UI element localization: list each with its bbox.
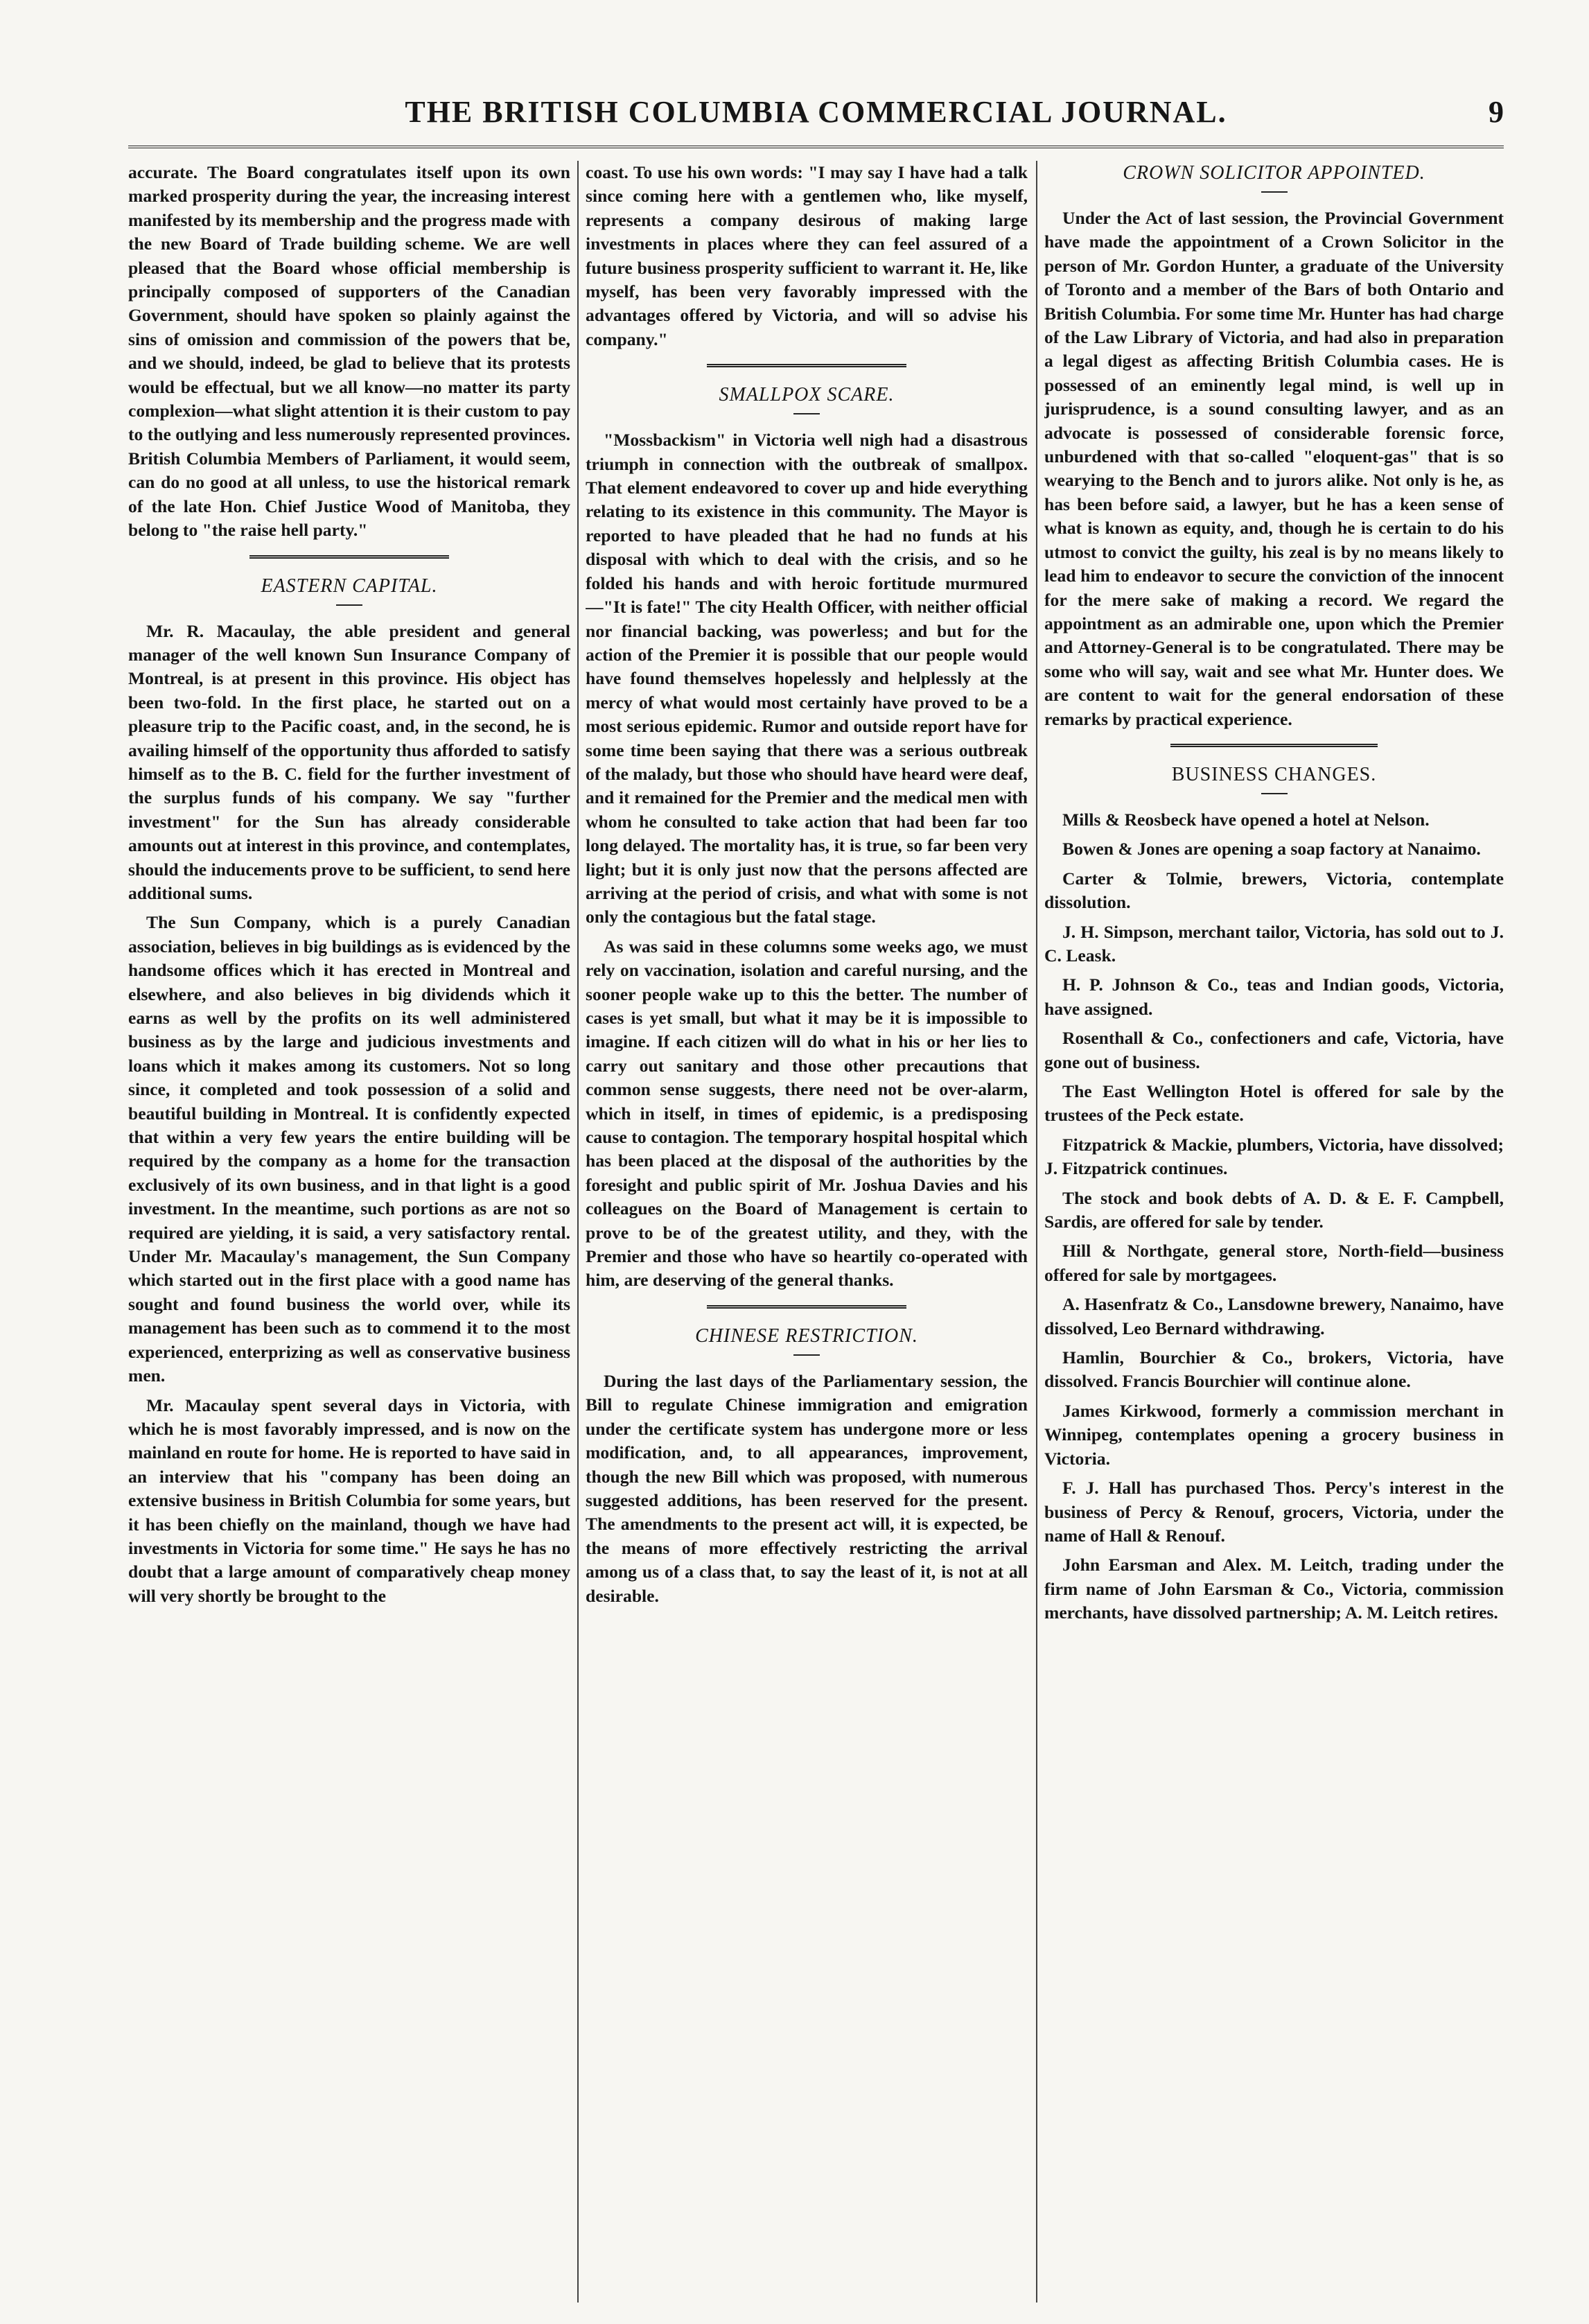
- masthead: [128, 82, 1504, 146]
- business-change-item: J. H. Simpson, merchant tailor, Victoria, has sold out to J. C. Leask.: [1044, 921, 1504, 966]
- heading-smallpox-scare: SMALLPOX SCARE.: [719, 384, 895, 406]
- header-rule: [128, 146, 1504, 148]
- column-1: [128, 161, 570, 2303]
- business-change-item: Bowen & Jones are opening a soap factory at Nanaimo.: [1062, 839, 1481, 859]
- heading-chinese-restriction: CHINESE RESTRICTION.: [695, 1325, 918, 1347]
- article-paragraph: Under the Act of last session, the Provincial Government have made the appointment of a Crown Solicitor in the person of Mr. Gordon Hunter, a graduate of the University of Toronto and a member of the Bars of both Ontario and British Columbia. For some time Mr. Hunter has had charge of the Law Library of Victoria, and had also in preparation a legal digest as affecting British Columbia cases. He is possessed of an eminently legal mind, is well up in jurisprudence, is a sound consulting lawyer, and as an advocate is possessed of considerable forensic force, unburdened with that so-called "eloquent-gas" that is so wearying to the Bench and to jurors alike. Not only is he, as has been before said, a lawyer, but he has a keen sense of what is known as equity, and, though he is certain to do his utmost to convict the guilty, his zeal is by no means likely to lead him to endeavor to secure the conviction of the innocent for the mere sake of making a record. We regard the appointment as an admirable one, upon which the Premier and Attorney-General is to be congratulated. There may be some who will say, wait and see what Mr. Hunter does. We are content to wait for the general endorsation of these remarks by practical experience.: [1044, 208, 1504, 729]
- section-divider: [707, 364, 906, 367]
- heading-business-changes: BUSINESS CHANGES.: [1171, 763, 1377, 785]
- article-paragraph: As was said in these columns some weeks ago, we must rely on vaccination, isolation and careful nursing, and the sooner people wake up to this the better. The number of cases is yet small, but what it may be it is impossible to imagine. If each citizen will do what in his or her lies to carry out sanitary and those other precautions that common sense suggests, there need not be over-alarm, which in itself, in times of epidemic, is a predisposing cause to contagion. The temporary hospital hospital which has been placed at the disposal of the authorities by the foresight and public spirit of Mr. Joshua Davies and his colleagues on the Board of Management is certain to prove to be of the greatest utility, and they, with the Premier and those who have so heartily co-operated with him, are deserving of the general thanks.: [586, 936, 1028, 1291]
- heading-dash: [336, 604, 362, 606]
- business-change-item: H. P. Johnson & Co., teas and Indian goods, Victoria, have assigned.: [1044, 975, 1504, 1019]
- heading-dash: [1261, 191, 1288, 193]
- article-paragraph: Mr. R. Macaulay, the able president and general manager of the well known Sun Insurance Company of Montreal, is at present in this province. His object has been two-fold. In the first place, he started out on a pleasure trip to the Pacific coast, and, in the second, he is availing himself of the opportunity thus afforded to satisfy himself as to the B. C. field for the further investment of the surplus funds of his company. We say "further investment" for the Sun has already considerable amounts out at interest in this province, and contemplates, should the inducements prove to be sufficient, to send here additional sums.: [128, 620, 570, 903]
- heading-dash: [793, 413, 820, 414]
- column-3: [1044, 161, 1504, 2303]
- column-2: [586, 161, 1028, 2303]
- business-change-item: John Earsman and Alex. M. Leitch, trading under the firm name of John Earsman & Co., Victoria, commission merchants, have dissolved partnership; A. M. Leitch retires.: [1044, 1555, 1504, 1623]
- article-paragraph: "Mossbackism" in Victoria well nigh had a disastrous triumph in connection with the outbreak of smallpox. That element endeavored to cover up and hide everything relating to its existence in this community. The Mayor is reported to have pleaded that he had no funds at his disposal with which to deal with the crisis, and so he folded his hands and with heroic fortitude murmured—"It is fate!" The city Health Officer, with neither official nor financial backing, was powerless; and but for the action of the Premier it is possible that our people would have found themselves hopelessly and helplessly at the mercy of what would most certainly have proved to be a most serious epidemic. Rumor and outside report have for some time been saying that there was a serious outbreak of the malady, but those who should have heard were deaf, and it remained for the Premier and the medical men with whom he consulted to take action that had been far too long delayed. The mortality has, it is true, so far been very light; but it is only just now that the persons affected are arriving at the period of crisis, and what with some is not only the contagious but the fatal stage.: [586, 430, 1028, 927]
- journal-title: THE BRITISH COLUMBIA COMMERCIAL JOURNAL.: [405, 95, 1227, 129]
- business-change-item: The stock and book debts of A. D. & E. F. Campbell, Sardis, are offered for sale by tender.: [1044, 1187, 1504, 1232]
- section-divider: [707, 1305, 906, 1309]
- article-columns: [128, 161, 1504, 2303]
- article-paragraph: coast. To use his own words: "I may say I have had a talk since coming here with a gentlemen who, like myself, represents a company desirous of making large investments in places where they can feel assured of a future business prosperity sufficient to warrant it. He, like myself, has been very favorably impressed with the advantages offered by Victoria, and will so advise his company.": [586, 162, 1028, 349]
- business-change-item: F. J. Hall has purchased Thos. Percy's interest in the business of Percy & Renouf, grocers, Victoria, under the name of Hall & Renouf.: [1044, 1478, 1504, 1546]
- column-divider: [577, 161, 579, 2303]
- business-change-item: The East Wellington Hotel is offered for sale by the trustees of the Peck estate.: [1044, 1081, 1504, 1126]
- business-change-item: Hill & Northgate, general store, North-field—business offered for sale by mortgagees.: [1044, 1241, 1504, 1285]
- article-paragraph: During the last days of the Parliamentary session, the Bill to regulate Chinese immigration and emigration under the certificate system has undergone more or less modification, and, to all appearances, improvement, though the new Bill which was proposed, with numerous suggested additions, has been reserved for the present. The amendments to the present act will, it is expected, be the means of more effectively restricting the arrival among us of a class that, to say the least of it, is not at all desirable.: [586, 1370, 1028, 1606]
- page-number: 9: [1489, 95, 1504, 129]
- business-change-item: Mills & Reosbeck have opened a hotel at Nelson.: [1062, 809, 1430, 830]
- column-divider: [1036, 161, 1037, 2303]
- article-paragraph: Mr. Macaulay spent several days in Victoria, with which he is most favorably impressed, and is now on the mainland en route for home. He is reported to have said in an interview that his "company has been doing an extensive business in British Columbia for some years, but it has been chiefly on the mainland, though we have had investments in Victoria for some time." He says he has no doubt that a large amount of comparatively cheap money will very shortly be brought to the: [128, 1395, 570, 1606]
- heading-dash: [1261, 793, 1288, 794]
- business-change-item: Fitzpatrick & Mackie, plumbers, Victoria, have dissolved; J. Fitzpatrick continues.: [1044, 1134, 1504, 1179]
- business-change-item: A. Hasenfratz & Co., Lansdowne brewery, Nanaimo, have dissolved, Leo Bernard withdrawing.: [1044, 1294, 1504, 1338]
- article-paragraph: The Sun Company, which is a purely Canadian association, believes in big buildings as is evidenced by the handsome offices which it has erected in Montreal and elsewhere, and also believes in big dividends which it earns as well by the profits on its well administered business as by the large and judicious investments and loans which it makes among its customers. Not so long since, it completed and took possession of a solid and beautiful building in Montreal. It is confidently expected that within a very few years the entire building will be required by the company as a home for the transaction exclusively of its own business, and in that light is a good investment. In the meantime, such portions as are not so required are yielding, it is said, a very satisfactory rental. Under Mr. Macaulay's management, the Sun Company which started out in the first place with a good name has sought and found business the world over, while its management has been such as to commend it to the most experienced, enterprizing as well as conservative business men.: [128, 912, 570, 1386]
- heading-dash: [793, 1354, 820, 1356]
- article-paragraph: accurate. The Board congratulates itself upon its own marked prosperity during the year, the increasing interest manifested by its membership and the progress made with the new Board of Trade building scheme. We are well pleased that the Board whose official membership is principally composed of supporters of the Canadian Government, should have spoken so plainly against the sins of omission and commission of the powers that be, and we should, indeed, be glad to believe that its protests would be effectual, but we all know—no matter its party complexion—what slight attention it is their custom to pay to the outlying and less numerously represented provinces. British Columbia Members of Parliament, it would seem, can do no good at all unless, to use the historical remark of the late Hon. Chief Justice Wood of Manitoba, they belong to "the raise hell party.": [128, 162, 570, 541]
- business-change-item: Rosenthall & Co., confectioners and cafe, Victoria, have gone out of business.: [1044, 1028, 1504, 1072]
- business-change-item: Carter & Tolmie, brewers, Victoria, contemplate dissolution.: [1044, 868, 1504, 913]
- section-divider: [249, 555, 448, 559]
- heading-eastern-capital: EASTERN CAPITAL.: [261, 575, 438, 597]
- section-divider: [1170, 744, 1377, 747]
- business-change-item: Hamlin, Bourchier & Co., brokers, Victoria, have dissolved. Francis Bourchier will continue alone.: [1044, 1347, 1504, 1392]
- heading-crown-solicitor: CROWN SOLICITOR APPOINTED.: [1123, 162, 1425, 184]
- business-change-item: James Kirkwood, formerly a commission merchant in Winnipeg, contemplates opening a grocery business in Victoria.: [1044, 1400, 1504, 1469]
